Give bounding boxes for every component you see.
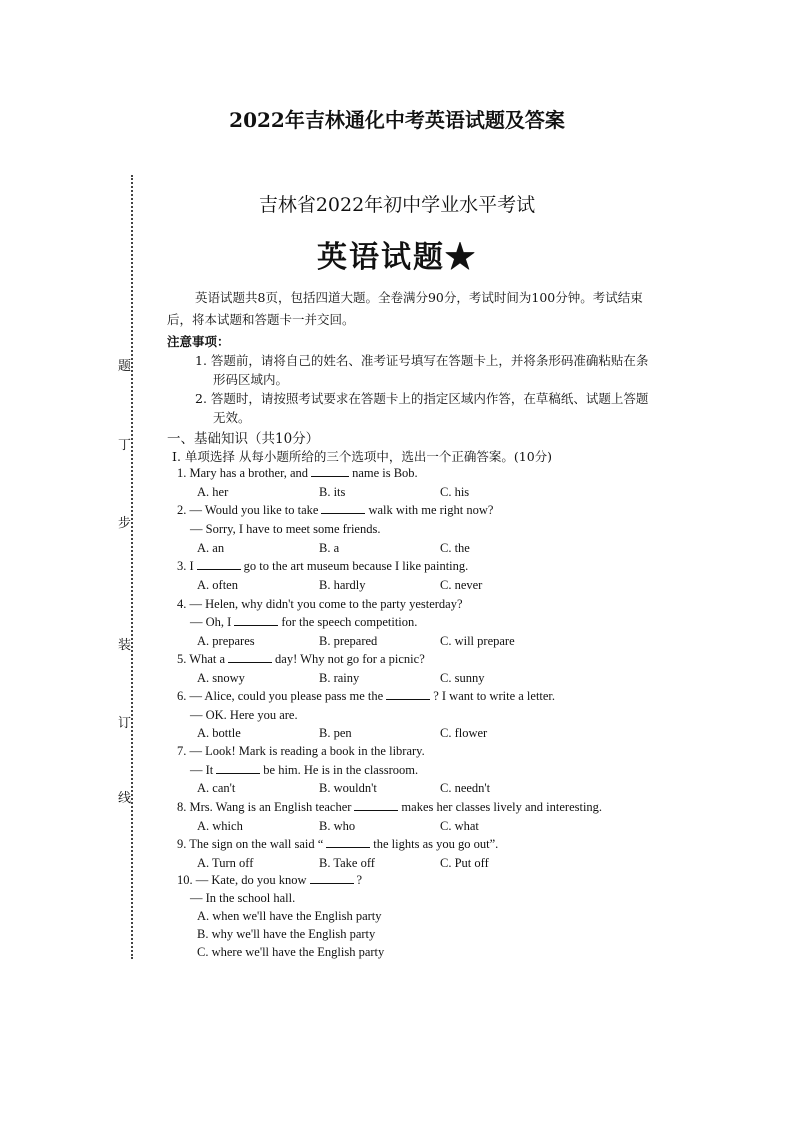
q8-stem-pre: 8. Mrs. Wang is an English teacher bbox=[177, 800, 352, 814]
q6-option-a: A. bottle bbox=[197, 726, 241, 740]
notes-title: 注意事项： bbox=[167, 334, 230, 349]
answer-blank bbox=[197, 568, 241, 570]
q2-option-a: A. an bbox=[197, 541, 225, 555]
q1-option-c: C. his bbox=[440, 485, 470, 499]
document-title: 2022年吉林通化中考英语试题及答案 bbox=[229, 108, 565, 132]
q4-stem-pre: — Oh, I bbox=[190, 615, 232, 629]
note-item-1-cont: 形码区域内。 bbox=[213, 372, 289, 387]
q5-option-b: B. rainy bbox=[319, 671, 360, 685]
question-8 bbox=[177, 800, 602, 815]
intro-line-2: 后，将本试题和答题卡一并交回。 bbox=[167, 312, 355, 327]
q4-option-a: A. prepares bbox=[197, 634, 255, 648]
answer-blank bbox=[326, 846, 370, 848]
q10-option-b: B. why we'll have the English party bbox=[197, 927, 376, 941]
answer-blank bbox=[321, 512, 365, 514]
q10-stem-post: ? bbox=[356, 873, 363, 887]
q9-option-a: A. Turn off bbox=[197, 856, 254, 870]
question-4-blank-line bbox=[190, 615, 417, 630]
q9-option-c: C. Put off bbox=[440, 856, 489, 870]
question-10 bbox=[177, 873, 362, 888]
q4-option-c: C. will prepare bbox=[440, 634, 515, 648]
question-2 bbox=[177, 503, 493, 518]
q1-option-a: A. her bbox=[197, 485, 229, 499]
subject-title: 英语试题★ bbox=[317, 240, 477, 275]
binding-char: 订 bbox=[118, 710, 131, 733]
answer-blank bbox=[386, 698, 430, 700]
q3-option-c: C. never bbox=[440, 578, 483, 592]
question-7: 7. — Look! Mark is reading a book in the library. bbox=[177, 744, 425, 758]
q7-option-b: B. wouldn't bbox=[319, 781, 377, 795]
part-instructions: Ⅰ. 单项选择 从每小题所给的三个选项中，选出一个正确答案。(10分) bbox=[172, 449, 553, 464]
q8-option-b: B. who bbox=[319, 819, 356, 833]
binding-char: 丁 bbox=[118, 432, 131, 455]
q10-option-a: A. when we'll have the English party bbox=[197, 909, 382, 923]
q5-stem-pre: 5. What a bbox=[177, 652, 226, 666]
binding-char: 题 bbox=[118, 353, 131, 376]
binding-char: 步 bbox=[118, 510, 131, 533]
q6-option-b: B. pen bbox=[319, 726, 352, 740]
q4-option-b: B. prepared bbox=[319, 634, 378, 648]
intro-line-1: 英语试题共8页，包括四道大题。全卷满分90分，考试时间为100分钟。考试结束 bbox=[195, 290, 643, 305]
answer-blank bbox=[228, 661, 272, 663]
q7-stem-post: be him. He is in the classroom. bbox=[263, 763, 419, 777]
q4-stem-post: for the speech competition. bbox=[281, 615, 418, 629]
q2-reply: — Sorry, I have to meet some friends. bbox=[190, 522, 381, 536]
binding-dotted-line bbox=[131, 175, 133, 959]
q2-stem-pre: 2. — Would you like to take bbox=[177, 503, 319, 517]
question-3 bbox=[177, 559, 468, 574]
note-item-2: 2. 答题时，请按照考试要求在答题卡上的指定区域内作答，在草稿纸、试题上答题 bbox=[195, 391, 649, 406]
q1-option-b: B. its bbox=[319, 485, 346, 499]
q2-stem-post: walk with me right now? bbox=[368, 503, 494, 517]
note-item-1: 1. 答题前，请将自己的姓名、准考证号填写在答题卡上，并将条形码准确粘贴在条 bbox=[195, 353, 649, 368]
q7-option-c: C. needn't bbox=[440, 781, 491, 795]
q9-stem-post: the lights as you go out”. bbox=[373, 837, 499, 851]
q6-stem-pre: 6. — Alice, could you please pass me the bbox=[177, 689, 384, 703]
binding-char: 线 bbox=[118, 785, 131, 808]
q9-option-b: B. Take off bbox=[319, 856, 375, 870]
answer-blank bbox=[234, 624, 278, 626]
q9-stem-pre: 9. The sign on the wall said “ bbox=[177, 837, 324, 851]
q8-option-c: C. what bbox=[440, 819, 479, 833]
answer-blank bbox=[354, 809, 398, 811]
q8-stem-post: makes her classes lively and interesting. bbox=[401, 800, 603, 814]
section-title: 一、基础知识（共10分） bbox=[167, 431, 320, 447]
exam-name: 吉林省2022年初中学业水平考试 bbox=[258, 194, 536, 216]
question-9 bbox=[177, 837, 498, 852]
binding-char: 装 bbox=[118, 632, 131, 655]
question-6 bbox=[177, 689, 555, 704]
question-5 bbox=[177, 652, 425, 667]
q3-option-b: B. hardly bbox=[319, 578, 366, 592]
question-1 bbox=[177, 466, 418, 481]
q5-option-a: A. snowy bbox=[197, 671, 245, 685]
q10-stem-pre: 10. — Kate, do you know bbox=[177, 873, 307, 887]
q10-reply: — In the school hall. bbox=[190, 891, 296, 905]
q3-stem-pre: 3. I bbox=[177, 559, 194, 573]
q7-option-a: A. can't bbox=[197, 781, 236, 795]
question-7-blank-line bbox=[190, 763, 418, 778]
question-4: 4. — Helen, why didn't you come to the party yesterday? bbox=[177, 597, 463, 611]
q6-option-c: C. flower bbox=[440, 726, 488, 740]
q6-stem-post: ? I want to write a letter. bbox=[433, 689, 556, 703]
q3-stem-post: go to the art museum because I like painting. bbox=[243, 559, 469, 573]
q6-reply: — OK. Here you are. bbox=[190, 708, 298, 722]
q2-option-c: C. the bbox=[440, 541, 470, 555]
answer-blank bbox=[311, 475, 349, 477]
q3-option-a: A. often bbox=[197, 578, 238, 592]
q7-stem-pre: — It bbox=[190, 763, 214, 777]
q10-option-c: C. where we'll have the English party bbox=[197, 945, 385, 959]
q8-option-a: A. which bbox=[197, 819, 243, 833]
q2-option-b: B. a bbox=[319, 541, 340, 555]
q1-stem-pre: 1. Mary has a brother, and bbox=[177, 466, 309, 480]
answer-blank bbox=[310, 882, 354, 884]
q5-stem-post: day! Why not go for a picnic? bbox=[275, 652, 425, 666]
note-item-2-cont: 无效。 bbox=[213, 410, 251, 425]
q1-stem-post: name is Bob. bbox=[352, 466, 418, 480]
answer-blank bbox=[216, 772, 260, 774]
q5-option-c: C. sunny bbox=[440, 671, 485, 685]
